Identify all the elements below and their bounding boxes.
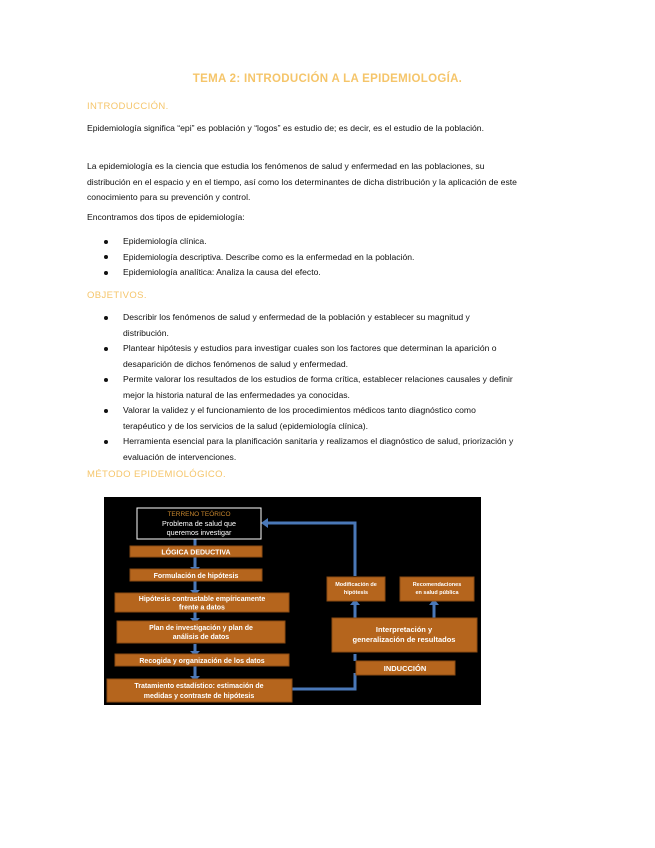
hypothesis-modification-line: Modificación de bbox=[335, 582, 377, 588]
bullet-icon bbox=[104, 255, 108, 259]
hypothesis-modification-line: hipótesis bbox=[343, 590, 369, 596]
interpretation-line: generalización de resultados bbox=[352, 635, 456, 644]
research-plan-line: Plan de investigación y plan de bbox=[149, 625, 253, 632]
induction-label: INDUCCIÓN bbox=[383, 664, 427, 673]
testable-hypothesis-line: frente a datos bbox=[179, 604, 225, 612]
intro-paragraph-3: Encontramos dos tipos de epidemiología: bbox=[87, 212, 245, 222]
statistical-treatment-line: medidas y contraste de hipótesis bbox=[143, 693, 255, 700]
epidemiological-method-diagram bbox=[104, 497, 481, 705]
bullet-icon bbox=[104, 240, 108, 244]
arrow-icon bbox=[268, 523, 355, 576]
deductive-logic-label: LÓGICA DEDUCTIVA bbox=[161, 549, 231, 557]
list-item: Plantear hipótesis y estudios para investigar cuales son los factores que determinan la aparición o desaparición de dichos fenómenos de salud y enfermedad. bbox=[87, 341, 517, 372]
hypothesis-formulation-label: Formulación de hipótesis bbox=[153, 573, 239, 580]
list-item: Epidemiología descriptiva. Describe como es la enfermedad en la población. bbox=[87, 250, 517, 266]
list-item: Herramienta esencial para la planificación sanitaria y realizamos el diagnóstico de salud, priorización y evaluación de intervenciones. bbox=[87, 434, 517, 465]
hypothesis-modification-box bbox=[327, 577, 385, 601]
arrowhead-icon bbox=[261, 518, 268, 528]
bullet-icon bbox=[104, 271, 108, 275]
arrow-icon bbox=[292, 673, 355, 689]
bullet-icon bbox=[104, 409, 108, 413]
recommendations-line: Recomendaciones bbox=[412, 582, 462, 588]
bullet-icon bbox=[104, 316, 108, 320]
method-heading: MÉTODO EPIDEMIOLÓGICO. bbox=[87, 469, 227, 480]
list-item: Permite valorar los resultados de los estudios de forma crítica, establecer relaciones causales y definir mejor la historia natural de las enfermedades ya conocidas. bbox=[87, 372, 517, 403]
theoretical-field-title: TERRENO TEÓRICO bbox=[167, 511, 231, 518]
theoretical-field-line: queremos investigar bbox=[166, 528, 232, 537]
list-item: Epidemiología analítica: Analiza la causa del efecto. bbox=[87, 265, 517, 281]
epidemiology-types-list bbox=[87, 234, 517, 281]
bullet-icon bbox=[104, 378, 108, 382]
recommendations-line: en salud pública bbox=[415, 590, 459, 596]
bullet-icon bbox=[104, 440, 108, 444]
research-plan-line: análisis de datos bbox=[172, 634, 230, 641]
objectives-list bbox=[87, 310, 517, 465]
introduction-heading: INTRODUCCIÓN. bbox=[87, 101, 169, 112]
list-item: Describir los fenómenos de salud y enfermedad de la población y establecer su magnitud y distribución. bbox=[87, 310, 517, 341]
testable-hypothesis-line: Hipótesis contrastable empíricamente bbox=[138, 596, 266, 603]
theoretical-field-line: Problema de salud que bbox=[162, 519, 236, 528]
objectives-heading: OBJETIVOS. bbox=[87, 290, 147, 301]
list-item: Valorar la validez y el funcionamiento de los procedimientos médicos tanto diagnóstico como terapéutico y de los servicios de la salud (epidemiología clínica). bbox=[87, 403, 517, 434]
list-item: Epidemiología clínica. bbox=[87, 234, 517, 250]
bullet-icon bbox=[104, 347, 108, 351]
data-collection-label: Recogida y organización de los datos bbox=[139, 658, 265, 665]
statistical-treatment-line: Tratamiento estadístico: estimación de bbox=[134, 683, 264, 690]
intro-paragraph-2: La epidemiología es la ciencia que estudia los fenómenos de salud y enfermedad en las poblaciones, su distribución en el espacio y en el tiempo, así como los determinantes de dicha distribución y la aplicación de este conocimiento para su prevención y control. bbox=[87, 161, 517, 202]
page-title: TEMA 2: INTRODUCIÓN A LA EPIDEMIOLOGÍA. bbox=[192, 73, 463, 85]
interpretation-line: Interpretación y bbox=[375, 625, 433, 634]
intro-paragraph-1: Epidemiología significa “epi” es población y “logos” es estudio de; es decir, es el estudio de la población. bbox=[87, 123, 484, 133]
public-health-recommendations-box bbox=[400, 577, 474, 601]
